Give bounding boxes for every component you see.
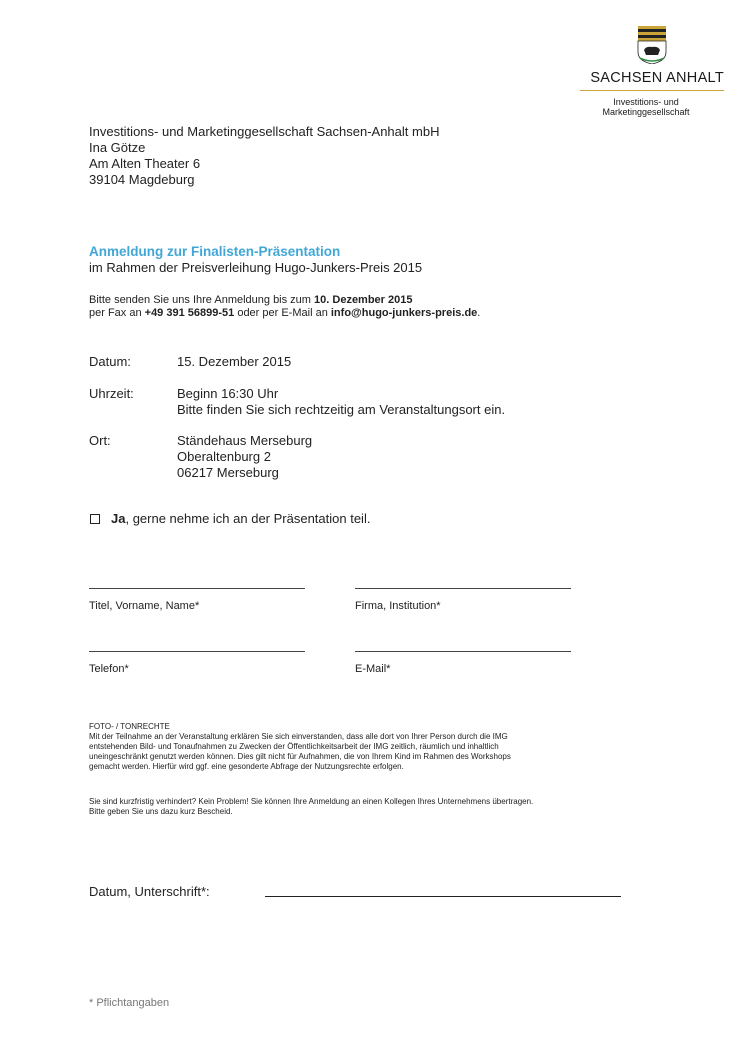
- time-start: Beginn 16:30 Uhr: [177, 386, 279, 401]
- logo-divider: [580, 90, 724, 91]
- address-line: Am Alten Theater 6: [89, 156, 201, 171]
- form-subtitle: im Rahmen der Preisverleihung Hugo-Junkers-Preis 2015: [89, 260, 423, 275]
- transfer-notice: [89, 797, 719, 817]
- phone-field-line[interactable]: [89, 651, 305, 652]
- contact-line: [89, 307, 709, 320]
- phone-field-label: Telefon*: [89, 663, 129, 675]
- registration-instructions: [89, 294, 709, 320]
- name-field-label: Titel, Vorname, Name*: [89, 600, 200, 612]
- logo-subtitle-line: Marketinggesellschaft: [602, 107, 690, 117]
- photo-rights-line: gemacht werden. Hierfür wird ggf. eine gesonderte Abfrage der Nutzungsrechte erfolgen.: [89, 762, 404, 771]
- place-value: [177, 433, 312, 481]
- logo-subtitle-line: Investitions- und: [613, 97, 679, 107]
- place-label: Ort:: [89, 433, 111, 448]
- contact-text: .: [477, 307, 481, 319]
- date-value: 15. Dezember 2015: [177, 354, 292, 369]
- participation-yes: Ja: [111, 511, 126, 526]
- recipient-address: [89, 124, 439, 188]
- logo-subtitle: [586, 97, 706, 117]
- deadline-date: 10. Dezember 2015: [314, 294, 413, 306]
- name-field-line[interactable]: [89, 588, 305, 589]
- required-footnote: * Pflichtangaben: [89, 997, 170, 1009]
- email-field-label: E-Mail*: [355, 663, 391, 675]
- participation-checkbox[interactable]: [90, 514, 100, 524]
- email-field-line[interactable]: [355, 651, 571, 652]
- photo-rights-line: uneingeschränkt genutzt werden können. Dies gilt nicht für Aufnahmen, die von Ihrem Kind im Rahmen des Workshops: [89, 752, 511, 761]
- place-line: Ständehaus Merseburg: [177, 433, 313, 448]
- place-line: 06217 Merseburg: [177, 465, 279, 480]
- transfer-notice-line: Bitte geben Sie uns dazu kurz Bescheid.: [89, 807, 233, 816]
- deadline-text: Bitte senden Sie uns Ihre Anmeldung bis zum: [89, 294, 315, 306]
- place-line: Oberaltenburg 2: [177, 449, 271, 464]
- contact-text: per Fax an: [89, 307, 145, 319]
- photo-rights-notice: [89, 722, 709, 772]
- address-line: Investitions- und Marketinggesellschaft Sachsen-Anhalt mbH: [89, 124, 440, 139]
- transfer-notice-line: Sie sind kurzfristig verhindert? Kein Problem! Sie können Ihre Anmeldung an einen Kollegen Ihres Unternehmens übertragen.: [89, 797, 534, 806]
- time-label: Uhrzeit:: [89, 386, 134, 401]
- photo-rights-line: entstehenden Bild- und Tonaufnahmen zu Zwecken der Öffentlichkeitsarbeit der IMG zeitlich, räumlich und inhaltlich: [89, 742, 499, 751]
- company-field-label: Firma, Institution*: [355, 600, 441, 612]
- participation-text: , gerne nehme ich an der Präsentation teil.: [125, 511, 371, 526]
- address-line: 39104 Magdeburg: [89, 172, 195, 187]
- company-field-line[interactable]: [355, 588, 571, 589]
- photo-rights-line: Mit der Teilnahme an der Veranstaltung erklären Sie sich einverstanden, dass alle dort von Ihrer Person durch die IMG: [89, 732, 508, 741]
- logo-name: SACHSEN ANHALT: [590, 70, 724, 86]
- date-label: Datum:: [89, 354, 131, 369]
- photo-rights-heading: FOTO- / TONRECHTE: [89, 722, 170, 731]
- email-address[interactable]: info@hugo-junkers-preis.de: [330, 307, 478, 319]
- coat-of-arms-icon: [636, 26, 668, 64]
- participation-label: [111, 511, 370, 527]
- time-value: [177, 386, 505, 418]
- signature-line[interactable]: [265, 896, 621, 897]
- signature-label: Datum, Unterschrift*:: [89, 884, 210, 899]
- time-note: Bitte finden Sie sich rechtzeitig am Veranstaltungsort ein.: [177, 402, 506, 417]
- form-title: Anmeldung zur Finalisten-Präsentation: [89, 244, 341, 259]
- deadline-line: [89, 294, 709, 307]
- form-heading: [89, 244, 422, 276]
- contact-text: oder per E-Mail an: [234, 307, 331, 319]
- fax-number: +49 391 56899-51: [144, 307, 235, 319]
- address-line: Ina Götze: [89, 140, 146, 155]
